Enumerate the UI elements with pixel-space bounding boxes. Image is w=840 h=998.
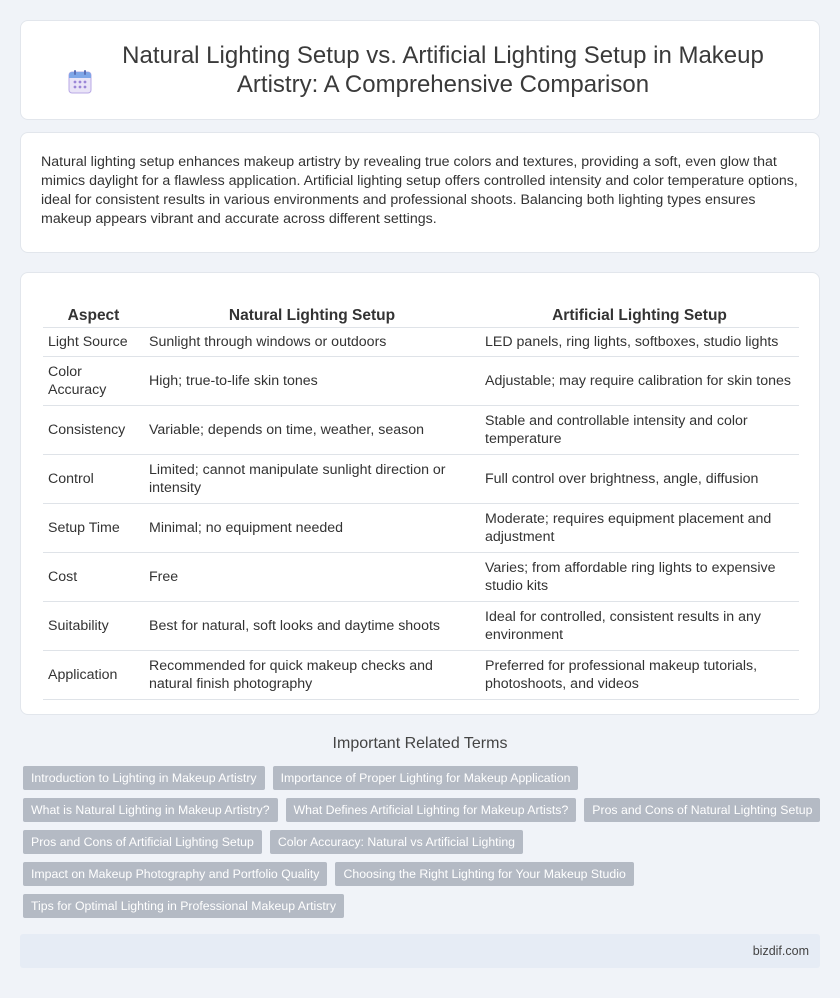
- row-aspect: Suitability: [43, 601, 144, 650]
- related-term-tag[interactable]: Introduction to Lighting in Makeup Artistry: [23, 766, 265, 790]
- comparison-table: [43, 293, 799, 700]
- row-aspect: Light Source: [43, 327, 144, 356]
- title-card: [20, 20, 820, 120]
- row-artificial: Ideal for controlled, consistent results in any environment: [480, 601, 799, 650]
- footer: [20, 934, 820, 968]
- row-aspect: Cost: [43, 552, 144, 601]
- row-aspect: Setup Time: [43, 503, 144, 552]
- table-row: [43, 552, 799, 601]
- row-natural: Free: [144, 552, 480, 601]
- related-term-tag[interactable]: Pros and Cons of Artificial Lighting Setup: [23, 830, 262, 854]
- row-natural: High; true-to-life skin tones: [144, 356, 480, 405]
- related-term-tag[interactable]: Pros and Cons of Natural Lighting Setup: [584, 798, 820, 822]
- row-artificial: Moderate; requires equipment placement and adjustment: [480, 503, 799, 552]
- table-header-row: [43, 293, 799, 327]
- row-aspect: Consistency: [43, 405, 144, 454]
- row-natural: Variable; depends on time, weather, season: [144, 405, 480, 454]
- page-title: Natural Lighting Setup vs. Artificial Lighting Setup in Makeup Artistry: A Comprehensive Comparison: [122, 42, 764, 98]
- related-terms-list: [23, 766, 823, 926]
- row-aspect: Application: [43, 650, 144, 699]
- table-row: [43, 503, 799, 552]
- related-term-tag[interactable]: What Defines Artificial Lighting for Makeup Artists?: [286, 798, 577, 822]
- calendar-icon: [67, 69, 93, 95]
- related-term-tag[interactable]: Tips for Optimal Lighting in Professional Makeup Artistry: [23, 894, 344, 918]
- table-row: [43, 650, 799, 699]
- related-term-tag[interactable]: What is Natural Lighting in Makeup Artistry?: [23, 798, 278, 822]
- row-aspect: Control: [43, 454, 144, 503]
- row-natural: Recommended for quick makeup checks and natural finish photography: [144, 650, 480, 699]
- row-artificial: Adjustable; may require calibration for skin tones: [480, 356, 799, 405]
- row-artificial: Preferred for professional makeup tutorials, photoshoots, and videos: [480, 650, 799, 699]
- table-row: [43, 327, 799, 356]
- intro-card: [20, 132, 820, 253]
- table-row: [43, 356, 799, 405]
- row-artificial: Stable and controllable intensity and color temperature: [480, 405, 799, 454]
- intro-text: Natural lighting setup enhances makeup artistry by revealing true colors and textures, providing a soft, even glow that mimics daylight for a flawless application. Artificial lighting setup offers controlled intensity and color temperature options, ideal for consistent results in various environments and professional shoots. Balancing both lighting types ensures makeup appears vibrant and accurate across different settings.: [41, 154, 798, 227]
- footer-site-link[interactable]: bizdif.com: [752, 944, 809, 958]
- row-natural: Minimal; no equipment needed: [144, 503, 480, 552]
- related-term-tag[interactable]: Impact on Makeup Photography and Portfolio Quality: [23, 862, 327, 886]
- comparison-card: [20, 272, 820, 715]
- header-natural: Natural Lighting Setup: [144, 293, 480, 327]
- row-artificial: LED panels, ring lights, softboxes, studio lights: [480, 327, 799, 356]
- row-aspect: Color Accuracy: [43, 356, 144, 405]
- related-term-tag[interactable]: Choosing the Right Lighting for Your Makeup Studio: [335, 862, 633, 886]
- row-natural: Limited; cannot manipulate sunlight direction or intensity: [144, 454, 480, 503]
- table-row: [43, 454, 799, 503]
- related-term-tag[interactable]: Importance of Proper Lighting for Makeup Application: [273, 766, 579, 790]
- table-row: [43, 405, 799, 454]
- header-aspect: Aspect: [43, 293, 144, 327]
- row-artificial: Full control over brightness, angle, diffusion: [480, 454, 799, 503]
- row-natural: Best for natural, soft looks and daytime shoots: [144, 601, 480, 650]
- row-artificial: Varies; from affordable ring lights to expensive studio kits: [480, 552, 799, 601]
- row-natural: Sunlight through windows or outdoors: [144, 327, 480, 356]
- related-terms-heading: Important Related Terms: [332, 735, 508, 752]
- table-row: [43, 601, 799, 650]
- header-artificial: Artificial Lighting Setup: [480, 293, 799, 327]
- related-term-tag[interactable]: Color Accuracy: Natural vs Artificial Lighting: [270, 830, 523, 854]
